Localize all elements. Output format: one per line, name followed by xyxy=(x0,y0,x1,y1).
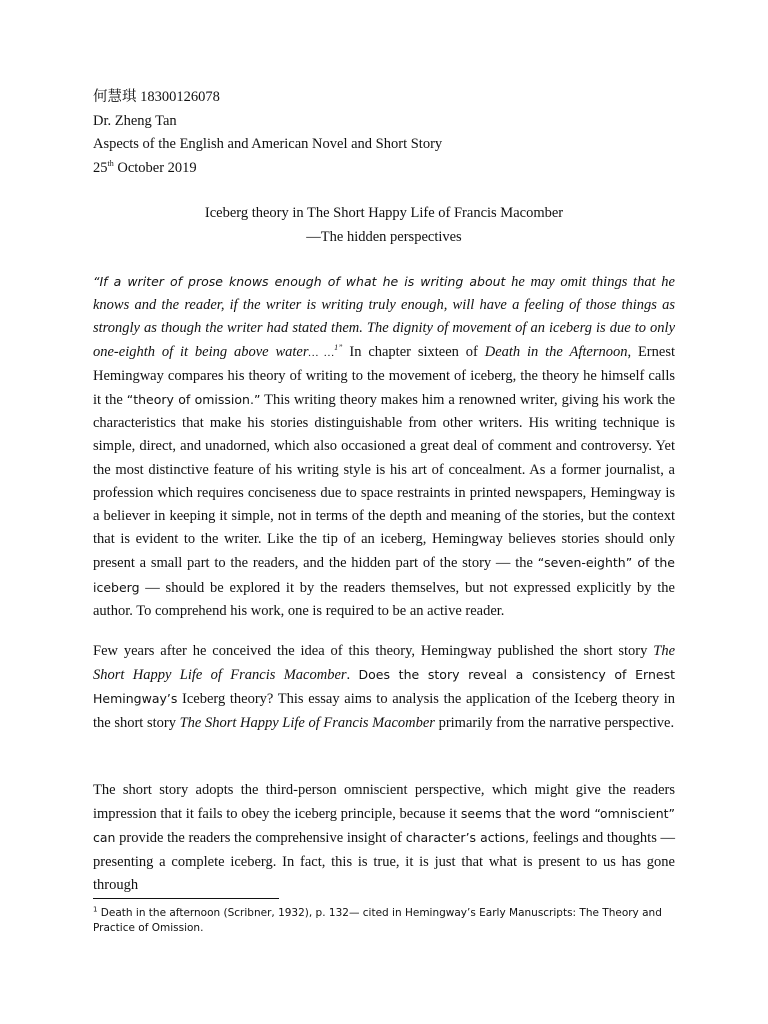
footnote-number: 1 xyxy=(93,905,98,914)
document-header xyxy=(93,86,442,180)
instructor-name: Dr. Zheng Tan xyxy=(93,112,177,129)
p1-text-1: In chapter sixteen of xyxy=(342,343,485,360)
story-title-2: The Short Happy Life of Francis Macomber xyxy=(179,714,435,731)
footnote xyxy=(93,906,675,936)
p2-question: Does the story reveal a consistency of Ernest Hemingway’s xyxy=(93,667,675,707)
essay-title-subtitle: —The hidden perspectives xyxy=(306,228,462,245)
paragraph-2 xyxy=(93,640,675,735)
p3-text-2: provide the readers the comprehensive insight of xyxy=(115,830,406,847)
student-name-id: 何慧琪 18300126078 xyxy=(93,89,220,105)
story-title-1: The Short Happy Life of Francis Macomber xyxy=(93,643,675,684)
p2-text-2: . xyxy=(346,667,359,684)
p2-text-1: Few years after he conceived the idea of this theory, Hemingway published the short story xyxy=(93,643,654,659)
submission-date xyxy=(93,157,442,181)
paragraph-1 xyxy=(93,270,675,623)
p3-characters-actions: character’s actions, xyxy=(405,830,530,846)
p1-seven-eighth: “seven-eighth” of the iceberg xyxy=(93,555,676,595)
course-name: Aspects of the English and American Novel and Short Story xyxy=(93,136,443,152)
p3-text-1: The short story adopts the third-person omniscient perspective, which might give the readers impression that it fails to obey the iceberg principle, because it xyxy=(93,782,675,823)
footnote-text: Death in the afternoon (Scribner, 1932), p. 132— cited in Hemingway’s Early Manuscripts: The Theory and Practice of Omission. xyxy=(93,907,662,934)
quote-ellipsis: … … xyxy=(308,346,335,359)
date-ordinal: th xyxy=(107,158,114,168)
p2-text-4: primarily from the narrative perspective. xyxy=(434,714,675,731)
date-day: 25 xyxy=(93,159,108,176)
p1-text-3: This writing theory makes him a renowned writer, giving his work the characteristics that make his stories distinguishable from other writers. His writing technique is simple, direct, and unadorned, which also occasioned a great deal of comment and controversy. Yet the most distinctive feature of his writing style is his art of concealment. As a former journalist, a profession which requires conciseness due to space restraints in printed newspapers, Hemingway is a believer in keeping it simple, not in terms of the depth and meaning of the stories, but the context that is evident to the writer. Like the tip of an iceberg, Hemingway believes stories should only present a small part to the readers, and the hidden part of the story — the xyxy=(93,392,676,572)
p1-theory-of-omission: “theory of omission.” xyxy=(126,392,261,408)
p1-text-4: — should be explored it by the readers themselves, but not expressed explicitly by the author. To comprehend his work, one is required to be an active reader. xyxy=(93,579,675,619)
p2-text-3: Iceberg theory? This essay aims to analysis the application of the Iceberg theory in the short story xyxy=(93,691,675,731)
p3-omniscient: seems that the word “omniscient” can xyxy=(93,806,676,846)
date-rest: October 2019 xyxy=(113,159,197,176)
footnote-separator xyxy=(93,898,279,899)
p1-text-2: , Ernest Hemingway compares his theory of writing to the movement of iceberg, the theory he himself calls it the xyxy=(93,343,675,409)
quote-text: he may omit things that he knows and the reader, if the writer is writing truly enough, will have a feeling of those things as strongly as though the writer had stated them. The dignity of movement of an iceberg is due to only one-eighth of it being above water xyxy=(93,274,675,360)
essay-title xyxy=(93,202,675,249)
p3-text-3: feelings and thoughts — presenting a complete iceberg. In fact, this is true, it is just that what is present to us has gone through xyxy=(93,830,675,893)
book-title-death-in-the-afternoon: Death in the Afternoon xyxy=(484,343,628,360)
paragraph-3 xyxy=(93,779,675,897)
quote-opening: “If a writer of prose knows enough of what he is writing about xyxy=(93,274,506,289)
footnote-reference: 1” xyxy=(334,342,343,352)
essay-title-main: Iceberg theory in The Short Happy Life of Francis Macomber xyxy=(204,205,564,221)
